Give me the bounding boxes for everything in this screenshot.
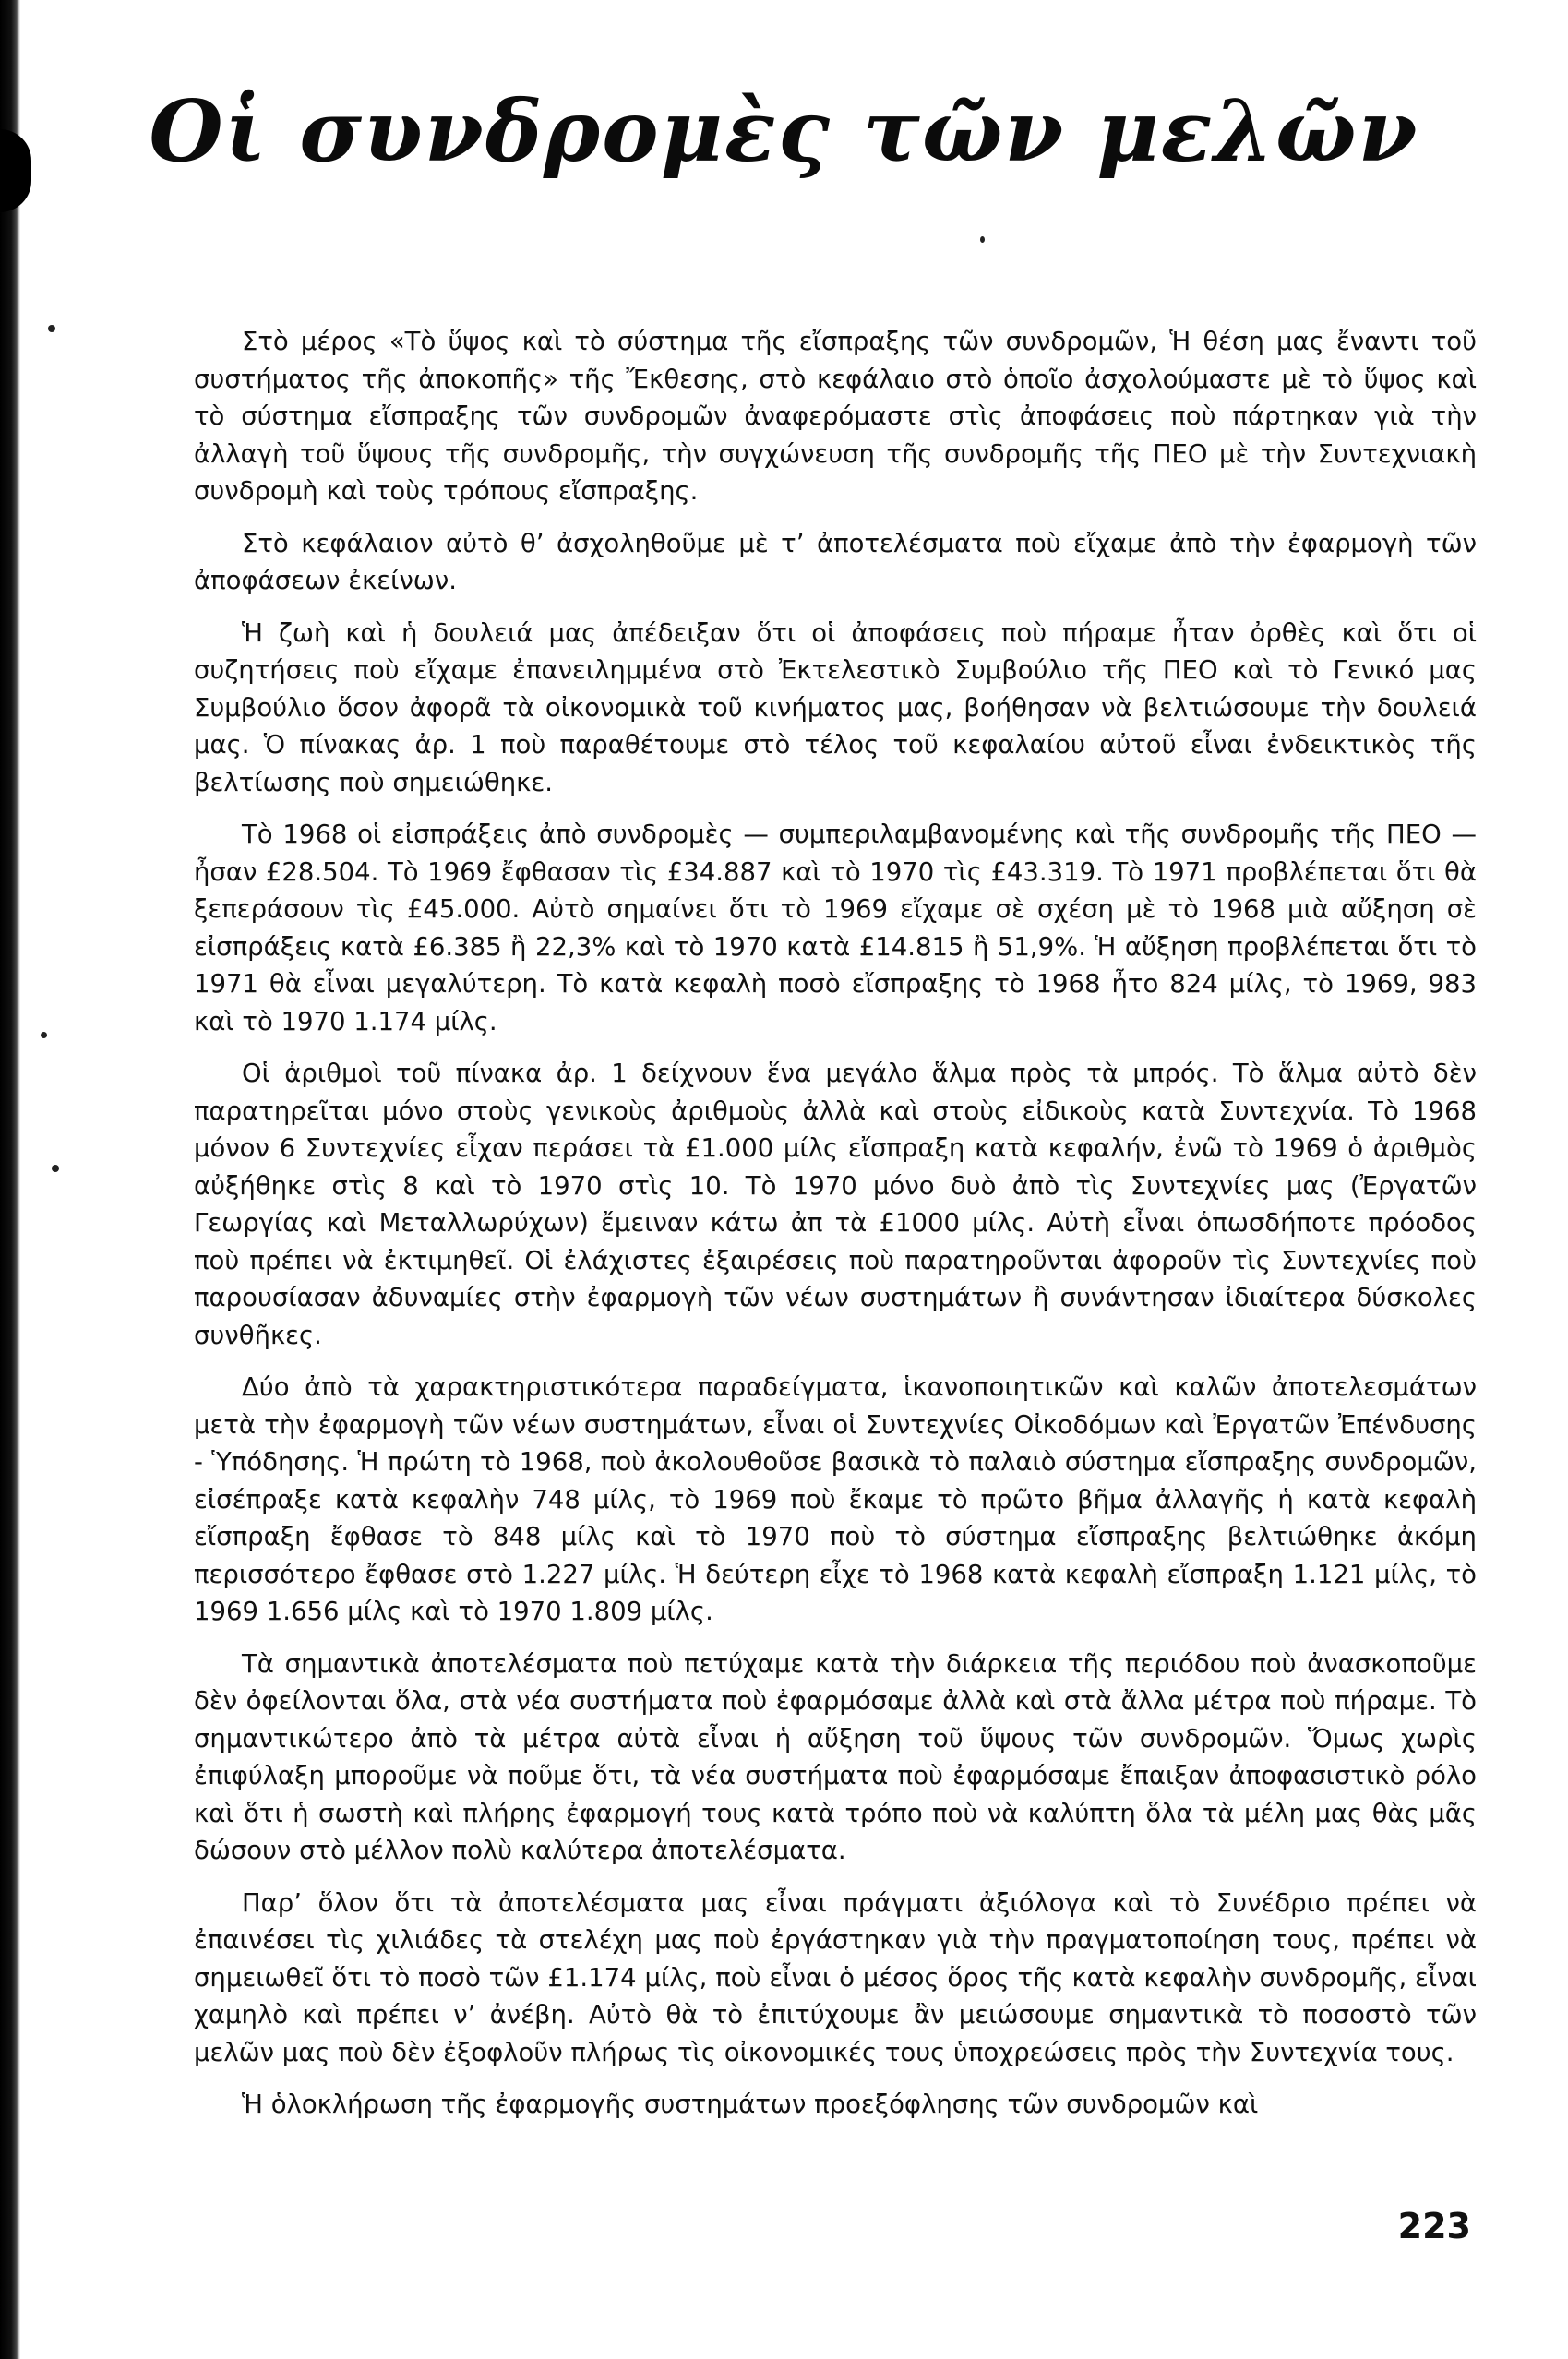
- scan-speck: [48, 325, 55, 332]
- article-body: [194, 323, 1477, 2138]
- paragraph: Στὸ μέρος «Τὸ ὕψος καὶ τὸ σύστημα τῆς εἴσπραξης τῶν συνδρομῶν, Ἡ θέση μας ἔναντι τοῦ συστήματος τῆς ἀποκοπῆς» τῆς Ἔκθεσης, στὸ κεφάλαιο στὸ ὁποῖο ἀσχολούμαστε μὲ τὸ ὕψος καὶ τὸ σύστημα εἴσπραξης τῶν συνδρομῶν ἀναφερόμαστε στὶς ἀποφάσεις ποὺ πάρτηκαν γιὰ τὴν ἀλλαγὴ τοῦ ὕψους τῆς συνδρομῆς, τὴν συγχώνευση τῆς συνδρομῆς τῆς ΠΕΟ μὲ τὴν Συντεχνιακὴ συνδρομὴ καὶ τοὺς τρόπους εἴσπραξης.: [194, 327, 1477, 506]
- paragraph: Τὸ 1968 οἱ εἰσπράξεις ἀπὸ συνδρομὲς — συμπεριλαμβανομένης καὶ τῆς συνδρομῆς τῆς ΠΕΟ — ἦσαν £28.504. Τὸ 1969 ἔφθασαν τὶς £34.887 καὶ τὸ 1970 τὶς £43.319. Τὸ 1971 προβλέπεται ὅτι θὰ ξεπεράσουν τὶς £45.000. Αὐτὸ σημαίνει ὅτι τὸ 1969 εἴχαμε σὲ σχέση μὲ τὸ 1968 μιὰ αὔξηση σὲ εἰσπράξεις κατὰ £6.385 ἢ 22,3% καὶ τὸ 1970 κατὰ £14.815 ἢ 51,9%. Ἡ αὔξηση προβλέπεται ὅτι τὸ 1971 θὰ εἶναι μεγαλύτερη. Τὸ κατὰ κεφαλὴ ποσὸ εἴσπραξης τὸ 1968 ἦτο 824 μίλς, τὸ 1969, 983 καὶ τὸ 1970 1.174 μίλς.: [194, 820, 1477, 1036]
- paragraph: Στὸ κεφάλαιον αὐτὸ θ’ ἀσχοληθοῦμε μὲ τ’ ἀποτελέσματα ποὺ εἴχαμε ἀπὸ τὴν ἐφαρμογὴ τῶν ἀποφάσεων ἐκείνων.: [194, 528, 1477, 595]
- page-title: Οἱ συνδρομὲς τῶν μελῶν: [149, 81, 1419, 181]
- paragraph: Ἡ ὁλοκλήρωση τῆς ἐφαρμογῆς συστημάτων προεξόφλησης τῶν συνδρομῶν καὶ: [242, 2090, 1259, 2119]
- scan-speck: [52, 1165, 59, 1172]
- scan-border-shadow: [0, 0, 20, 2359]
- paragraph: Οἱ ἀριθμοὶ τοῦ πίνακα ἀρ. 1 δείχνουν ἕνα μεγάλο ἅλμα πρὸς τὰ μπρός. Τὸ ἅλμα αὐτὸ δὲν παρατηρεῖται μόνο στοὺς γενικοὺς ἀριθμοὺς ἀλλὰ καὶ στοὺς εἰδικοὺς κατὰ Συντεχνία. Τὸ 1968 μόνον 6 Συντεχνίες εἶχαν περάσει τὰ £1.000 μίλς εἴσπραξη κατὰ κεφαλήν, ἐνῶ τὸ 1969 ὁ ἀριθμὸς αὐξήθηκε στὶς 8 καὶ τὸ 1970 στὶς 10. Τὸ 1970 μόνο δυὸ ἀπὸ τὶς Συντεχνίες μας (Ἐργατῶν Γεωργίας καὶ Μεταλλωρύχων) ἔμειναν κάτω ἀπ τὰ £1000 μίλς. Αὐτὴ εἶναι ὁπωσδήποτε πρόοδος ποὺ πρέπει νὰ ἐκτιμηθεῖ. Οἱ ἐλάχιστες ἐξαιρέσεις ποὺ παρατηροῦνται ἀφοροῦν τὶς Συντεχνίες ποὺ παρουσίασαν ἀδυναμίες στὴν ἐφαρμογὴ τῶν νέων συστημάτων ἢ συνάντησαν ἰδιαίτερα δύσκολες συνθῆκες.: [194, 1059, 1477, 1350]
- paragraph: Τὰ σημαντικὰ ἀποτελέσματα ποὺ πετύχαμε κατὰ τὴν διάρκεια τῆς περιόδου ποὺ ἀνασκοποῦμε δὲν ὀφείλονται ὅλα, στὰ νέα συστήματα ποὺ ἐφαρμόσαμε ἀλλὰ καὶ στὰ ἄλλα μέτρα ποὺ πήραμε. Τὸ σημαντικώτερο ἀπὸ τὰ μέτρα αὐτὰ εἶναι ἡ αὔξηση τοῦ ὕψους τῶν συνδρομῶν. Ὅμως χωρὶς ἐπιφύλαξη μποροῦμε νὰ ποῦμε ὅτι, τὰ νέα συστήματα ποὺ ἐφαρμόσαμε ἔπαιξαν ἀποφασιστικὸ ρόλο καὶ ὅτι ἡ σωστὴ καὶ πλήρης ἐφαρμογή τους κατὰ τρόπο ποὺ νὰ καλύπτη ὅλα τὰ μέλη μας θὰς μᾶς δώσουν στὸ μέλλον πολὺ καλύτερα ἀποτελέσματα.: [194, 1648, 1477, 1865]
- paragraph: Ἡ ζωὴ καὶ ἡ δουλειά μας ἀπέδειξαν ὅτι οἱ ἀποφάσεις ποὺ πήραμε ἦταν ὀρθὲς καὶ ὅτι οἱ συζητήσεις ποὺ εἴχαμε ἐπανειλημμένα στὸ Ἐκτελεστικὸ Συμβούλιο τῆς ΠΕΟ καὶ τὸ Γενικό μας Συμβούλιο ὅσον ἀφορᾶ τὰ οἰκονομικὰ τοῦ κινήματος μας, βοήθησαν νὰ βελτιώσουμε τὴν δουλειά μας. Ὁ πίνακας ἀρ. 1 ποὺ παραθέτουμε στὸ τέλος τοῦ κεφαλαίου αὐτοῦ εἶναι ἐνδεικτικὸς τῆς βελτίωσης ποὺ σημειώθηκε.: [194, 617, 1477, 797]
- page-number: 223: [1397, 2206, 1471, 2246]
- scan-speck: [41, 1032, 47, 1038]
- paragraph: Παρ’ ὅλον ὅτι τὰ ἀποτελέσματα μας εἶναι πράγματι ἀξιόλογα καὶ τὸ Συνέδριο πρέπει νὰ ἐπαινέσει τὶς χιλιάδες τὰ στελέχη μας ποὺ ἐργάστηκαν γιὰ τὴν πραγματοποίηση τους, πρέπει νὰ σημειωθεῖ ὅτι τὸ ποσὸ τῶν £1.174 μίλς, ποὺ εἶναι ὁ μέσος ὅρος τῆς κατὰ κεφαλὴν συνδρομῆς, εἶναι χαμηλὸ καὶ πρέπει ν’ ἀνέβη. Αὐτὸ θὰ τὸ ἐπιτύχουμε ἂν μειώσουμε σημαντικὰ τὸ ποσοστὸ τῶν μελῶν μας ποὺ δὲν ἐξοφλοῦν πλήρως τὶς οἰκονομικές τους ὑποχρεώσεις πρὸς τὴν Συντεχνία τους.: [194, 1887, 1477, 2067]
- paragraph: Δύο ἀπὸ τὰ χαρακτηριστικότερα παραδείγματα, ἱκανοποιητικῶν καὶ καλῶν ἀποτελεσμάτων μετὰ τὴν ἐφαρμογὴ τῶν νέων συστημάτων, εἶναι οἱ Συντεχνίες Οἰκοδόμων καὶ Ἐργατῶν Ἐπένδυσης - Ὑπόδησης. Ἡ πρώτη τὸ 1968, ποὺ ἀκολουθοῦσε βασικὰ τὸ παλαιὸ σύστημα εἴσπραξης συνδρομῶν, εἰσέπραξε κατὰ κεφαλὴν 748 μίλς, τὸ 1969 ποὺ ἔκαμε τὸ πρῶτο βῆμα ἀλλαγῆς ἡ κατὰ κεφαλὴ εἴσπραξη ἔφθασε τὸ 848 μίλς καὶ τὸ 1970 ποὺ τὸ σύστημα εἴσπραξης βελτιώθηκε ἀκόμη περισσότερο ἔφθασε στὸ 1.227 μίλς. Ἡ δεύτερη εἶχε τὸ 1968 κατὰ κεφαλὴ εἴσπραξη 1.121 μίλς, τὸ 1969 1.656 μίλς καὶ τὸ 1970 1.809 μίλς.: [194, 1372, 1477, 1626]
- scan-speck: [980, 236, 985, 243]
